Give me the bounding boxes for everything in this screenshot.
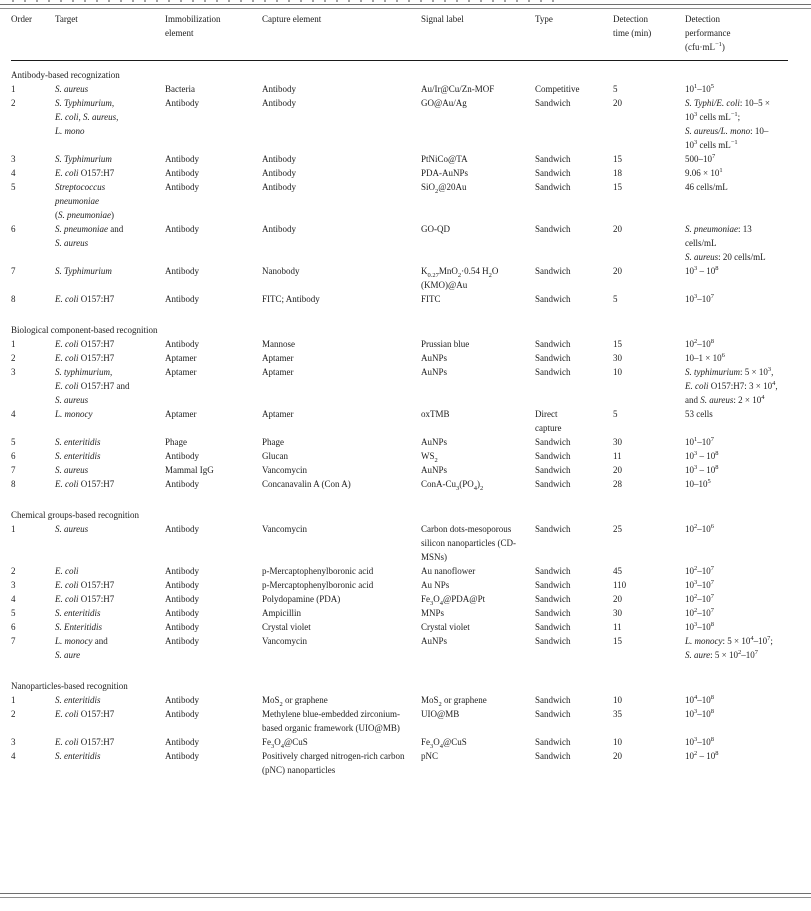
table-row xyxy=(11,166,788,180)
cell-detection-performance: 53 cells xyxy=(685,409,713,419)
table-row xyxy=(11,152,788,166)
cell-immobilization-element: Antibody xyxy=(165,566,200,576)
cell-detection-performance: $10^3 - 10^8$ xyxy=(685,464,719,475)
cell-signal-label: MoS$_2$ or graphene xyxy=(421,695,487,708)
cell-capture-element: Vancomycin xyxy=(262,636,307,646)
cell-capture-element: Antibody xyxy=(262,154,297,164)
table-row xyxy=(11,449,788,463)
cell-capture-element: Aptamer xyxy=(262,367,294,377)
cell-detection-performance: $10^4-10^8$ xyxy=(685,694,714,705)
cell-signal-label: oxTMB xyxy=(421,409,450,419)
cell-capture-element: Antibody xyxy=(262,98,297,108)
cell-target: E. coli O157:H7 xyxy=(55,168,115,178)
cell-target: E. coli O157:H7 xyxy=(55,353,115,363)
cell-type: Sandwich xyxy=(535,709,571,719)
cell-target: E. coli O157:H7 xyxy=(55,479,115,489)
cell-target: S. aureus xyxy=(55,524,89,534)
column-header-target: Target xyxy=(55,9,165,61)
cell-signal-label: PDA-AuNPs xyxy=(421,168,469,178)
cell-capture-element: Glucan xyxy=(262,451,288,461)
cell-capture-element: Antibody xyxy=(262,182,297,192)
table-row xyxy=(11,707,788,735)
cell-order: 3 xyxy=(11,580,16,590)
cell-immobilization-element: Antibody xyxy=(165,168,200,178)
cell-detection-time: 10 xyxy=(613,737,622,747)
cell-capture-element: Antibody xyxy=(262,168,297,178)
cell-target: L. monocy and S. aure xyxy=(55,636,108,660)
cell-order: 2 xyxy=(11,353,16,363)
table-row xyxy=(11,620,788,634)
cell-target: S. enteritidis xyxy=(55,451,101,461)
cell-signal-label: AuNPs xyxy=(421,353,448,363)
cell-signal-label: AuNPs xyxy=(421,465,448,475)
cell-signal-label: $Fe_3O_4@CuS$ xyxy=(421,737,467,750)
bacteria-detection-table xyxy=(11,9,788,777)
cell-target: L. monocy xyxy=(55,409,93,419)
cell-detection-performance: S. pneumoniae: 13 cells/mL S. aureus: 20 cells/mL xyxy=(685,224,766,262)
column-header-detection-performance: Detection performance $(cfu\cdot mL^{-1})$ xyxy=(685,9,788,61)
column-header-type: Type xyxy=(535,9,613,61)
cell-target: S. Typhimurium xyxy=(55,154,112,164)
cell-immobilization-element: Antibody xyxy=(165,98,200,108)
cell-detection-performance: $9.06 \times 10^1$ xyxy=(685,167,723,178)
table-row xyxy=(11,264,788,292)
cell-signal-label: Au/Ir@Cu/Zn-MOF xyxy=(421,84,495,94)
cell-signal-label: GO@Au/Ag xyxy=(421,98,467,108)
cell-type: Sandwich xyxy=(535,622,571,632)
cell-order: 3 xyxy=(11,367,16,377)
cell-immobilization-element: Antibody xyxy=(165,339,200,349)
cell-target: Streptococcus pneumoniae (S. pneumoniae) xyxy=(55,182,114,220)
section-title-nanoparticles-based: Nanoparticles-based recognition xyxy=(11,681,128,691)
section-title-chemical-groups-based: Chemical groups-based recognition xyxy=(11,510,139,520)
cell-type: Sandwich xyxy=(535,695,571,705)
cell-detection-time: 5 xyxy=(613,84,618,94)
cell-detection-time: 15 xyxy=(613,182,622,192)
cell-detection-performance: $10^2-10^7$ xyxy=(685,607,714,618)
cell-capture-element: Nanobody xyxy=(262,266,300,276)
cell-capture-element: MoS$_2$ or graphene xyxy=(262,695,328,708)
cell-immobilization-element: Antibody xyxy=(165,636,200,646)
cell-target: S. aureus xyxy=(55,465,89,475)
cell-detection-time: 20 xyxy=(613,465,622,475)
cell-immobilization-element: Antibody xyxy=(165,451,200,461)
cell-target: E. coli O157:H7 xyxy=(55,294,115,304)
cell-capture-element: Phage xyxy=(262,437,284,447)
cell-capture-element: p-Mercaptophenylboronic acid xyxy=(262,566,374,576)
cell-order: 3 xyxy=(11,154,16,164)
cell-detection-time: 18 xyxy=(613,168,622,178)
cell-type: Sandwich xyxy=(535,451,571,461)
cell-capture-element: Vancomycin xyxy=(262,524,307,534)
cell-capture-element: FITC; Antibody xyxy=(262,294,320,304)
cell-immobilization-element: Antibody xyxy=(165,294,200,304)
cell-order: 1 xyxy=(11,695,16,705)
cell-immobilization-element: Antibody xyxy=(165,154,200,164)
cropped-caption-fragment xyxy=(12,0,560,2)
cell-immobilization-element: Aptamer xyxy=(165,353,197,363)
cell-immobilization-element: Phage xyxy=(165,437,187,447)
cell-order: 1 xyxy=(11,84,16,94)
cell-detection-time: 15 xyxy=(613,339,622,349)
cell-signal-label: UIO@MB xyxy=(421,709,460,719)
table-row xyxy=(11,96,788,152)
cell-target: S. enteritidis xyxy=(55,437,101,447)
cell-detection-performance: $10^2-10^8$ xyxy=(685,338,714,349)
cell-detection-performance: $10-10^5$ xyxy=(685,478,711,489)
cell-signal-label: Prussian blue xyxy=(421,339,470,349)
cell-detection-time: 20 xyxy=(613,224,622,234)
cell-detection-time: 20 xyxy=(613,594,622,604)
cell-order: 2 xyxy=(11,566,16,576)
cell-detection-performance: S. Typhi/E. coli: $10-5 \times 10^3$ cells $mL^{-1}$; S. aureus/L. mono: $10-10^3$ cells $mL^{-1}$ xyxy=(685,98,770,150)
cell-detection-performance: $10^3-10^8$ xyxy=(685,708,714,719)
cell-immobilization-element: Antibody xyxy=(165,266,200,276)
cell-order: 6 xyxy=(11,224,16,234)
cell-immobilization-element: Antibody xyxy=(165,695,200,705)
cell-detection-performance: $500-10^7$ xyxy=(685,153,716,164)
cell-detection-time: 35 xyxy=(613,709,622,719)
cell-detection-performance: $10^3-10^7$ xyxy=(685,579,714,590)
cell-detection-time: 25 xyxy=(613,524,622,534)
cell-signal-label: Au nanoflower xyxy=(421,566,476,576)
cell-order: 3 xyxy=(11,737,16,747)
cell-detection-performance: $10^1-10^5$ xyxy=(685,83,714,94)
table-row xyxy=(11,180,788,222)
cell-target: S. enteritidis xyxy=(55,608,101,618)
cell-detection-performance: $10^3-10^8$ xyxy=(685,736,714,747)
cell-type: Sandwich xyxy=(535,437,571,447)
table-row xyxy=(11,435,788,449)
cell-type: Sandwich xyxy=(535,168,571,178)
cell-order: 7 xyxy=(11,266,16,276)
cell-immobilization-element: Antibody xyxy=(165,622,200,632)
cell-immobilization-element: Aptamer xyxy=(165,409,197,419)
cell-type: Sandwich xyxy=(535,566,571,576)
section-row-nanoparticles-based xyxy=(11,662,788,693)
cell-detection-time: 28 xyxy=(613,479,622,489)
cell-order: 4 xyxy=(11,594,16,604)
cell-immobilization-element: Antibody xyxy=(165,182,200,192)
cell-immobilization-element: Bacteria xyxy=(165,84,195,94)
cell-detection-performance: $10^3 - 10^8$ xyxy=(685,450,719,461)
cell-capture-element: Antibody xyxy=(262,84,297,94)
cell-detection-performance: $10^3-10^8$ xyxy=(685,621,714,632)
cell-capture-element: $Fe_3O_4@CuS$ xyxy=(262,737,308,750)
cell-order: 8 xyxy=(11,479,16,489)
cell-detection-performance: $10^2-10^6$ xyxy=(685,523,714,534)
cell-detection-performance: 46 cells/mL xyxy=(685,182,728,192)
cell-detection-time: 30 xyxy=(613,437,622,447)
cell-signal-label: PtNiCo@TA xyxy=(421,154,468,164)
cell-detection-performance: S. typhimurium: $5 \times 10^3$, E. coli O157:H7: $3 \times 10^4$, and S. aureus: $2 \times 10^4$ xyxy=(685,366,778,405)
table-bottom-rule xyxy=(0,893,811,898)
cell-order: 6 xyxy=(11,622,16,632)
table-row xyxy=(11,592,788,606)
cell-immobilization-element: Mammal IgG xyxy=(165,465,214,475)
cell-capture-element: Aptamer xyxy=(262,409,294,419)
table-row xyxy=(11,735,788,749)
table-body xyxy=(11,61,788,778)
cell-type: Sandwich xyxy=(535,479,571,489)
cell-detection-time: 11 xyxy=(613,451,622,461)
cell-signal-label: AuNPs xyxy=(421,437,448,447)
header-row xyxy=(11,9,788,61)
cell-detection-time: 5 xyxy=(613,294,618,304)
cell-detection-time: 30 xyxy=(613,353,622,363)
cell-signal-label: Au NPs xyxy=(421,580,450,590)
table-row xyxy=(11,337,788,351)
cell-signal-label: $Fe_3O_4@PDA@Pt$ xyxy=(421,594,486,607)
cell-detection-time: 20 xyxy=(613,98,622,108)
column-header-signal-label: Signal label xyxy=(421,9,535,61)
cell-signal-label: Carbon dots-mesoporous silicon nanoparticles (CD-MSNs) xyxy=(421,524,516,562)
cell-target: S. Typhimurium xyxy=(55,266,112,276)
table-row xyxy=(11,749,788,777)
cell-immobilization-element: Antibody xyxy=(165,608,200,618)
cell-detection-performance: $10-1 \times 10^6$ xyxy=(685,352,725,363)
table-row xyxy=(11,365,788,407)
cell-immobilization-element: Antibody xyxy=(165,709,200,719)
cell-detection-performance: $10^2-10^7$ xyxy=(685,593,714,604)
cell-detection-time: 20 xyxy=(613,751,622,761)
cell-type: Sandwich xyxy=(535,524,571,534)
cell-target: S. enteritidis xyxy=(55,695,101,705)
table-row xyxy=(11,463,788,477)
cell-signal-label: GO-QD xyxy=(421,224,450,234)
cell-type: Sandwich xyxy=(535,465,571,475)
cell-type: Sandwich xyxy=(535,294,571,304)
cell-target: S. typhimurium, E. coli O157:H7 and S. aureus xyxy=(55,367,130,405)
cell-immobilization-element: Antibody xyxy=(165,479,200,489)
table-row xyxy=(11,578,788,592)
cell-detection-time: 10 xyxy=(613,367,622,377)
cell-detection-time: 45 xyxy=(613,566,622,576)
cell-detection-performance: $10^3 - 10^8$ xyxy=(685,265,719,276)
section-row-biological-component-based xyxy=(11,306,788,337)
cell-target: S. enteritidis xyxy=(55,751,101,761)
cell-capture-element: p-Mercaptophenylboronic acid xyxy=(262,580,374,590)
cell-order: 7 xyxy=(11,465,16,475)
cell-capture-element: Ampicillin xyxy=(262,608,301,618)
cell-capture-element: Aptamer xyxy=(262,353,294,363)
cell-signal-label: $K_{0.27}MnO_2\cdot 0.54$ $H_2O$ (KMO)@Au xyxy=(421,266,499,290)
cell-signal-label: ConA-$Cu_3(PO_4)_2$ xyxy=(421,479,484,492)
table-header xyxy=(11,9,788,61)
cell-type: Sandwich xyxy=(535,751,571,761)
table-row xyxy=(11,82,788,96)
cell-type: Sandwich xyxy=(535,98,571,108)
cell-target: E. coli O157:H7 xyxy=(55,594,115,604)
section-title-antibody-based: Antibody-based recognization xyxy=(11,70,120,80)
cell-capture-element: Vancomycin xyxy=(262,465,307,475)
table-row xyxy=(11,292,788,306)
cell-detection-time: 110 xyxy=(613,580,627,590)
cell-type: Sandwich xyxy=(535,636,571,646)
cell-immobilization-element: Antibody xyxy=(165,524,200,534)
cell-signal-label: SiO$_2$@20Au xyxy=(421,182,467,195)
cell-detection-time: 30 xyxy=(613,608,622,618)
cell-signal-label: MNPs xyxy=(421,608,445,618)
cell-target: E. coli O157:H7 xyxy=(55,339,115,349)
cell-detection-performance: $10^2 - 10^8$ xyxy=(685,750,719,761)
cell-signal-label: FITC xyxy=(421,294,441,304)
cell-detection-time: 5 xyxy=(613,409,618,419)
table-row xyxy=(11,351,788,365)
table-row xyxy=(11,693,788,707)
cell-detection-performance: $10^1-10^7$ xyxy=(685,436,714,447)
cell-target: S. pneumoniae and S. aureus xyxy=(55,224,124,248)
cell-capture-element: Polydopamine (PDA) xyxy=(262,594,341,604)
cell-target: S. aureus xyxy=(55,84,89,94)
cell-target: S. Enteritidis xyxy=(55,622,102,632)
cell-order: 1 xyxy=(11,339,16,349)
cell-type: Direct capture xyxy=(535,409,562,433)
cell-type: Sandwich xyxy=(535,367,571,377)
cell-target: E. coli O157:H7 xyxy=(55,580,115,590)
column-header-order: Order xyxy=(11,9,55,61)
cell-order: 7 xyxy=(11,636,16,646)
cell-detection-time: 15 xyxy=(613,154,622,164)
cell-type: Sandwich xyxy=(535,737,571,747)
table-row xyxy=(11,522,788,564)
cell-capture-element: Antibody xyxy=(262,224,297,234)
cell-target: E. coli xyxy=(55,566,79,576)
cell-type: Sandwich xyxy=(535,353,571,363)
section-title-biological-component-based: Biological component-based recognition xyxy=(11,325,158,335)
cell-immobilization-element: Antibody xyxy=(165,580,200,590)
table-row xyxy=(11,222,788,264)
cell-detection-performance: $10^2-10^7$ xyxy=(685,565,714,576)
cell-target: E. coli O157:H7 xyxy=(55,709,115,719)
cell-type: Sandwich xyxy=(535,608,571,618)
cell-immobilization-element: Antibody xyxy=(165,224,200,234)
cell-order: 1 xyxy=(11,524,16,534)
cell-type: Sandwich xyxy=(535,594,571,604)
section-row-antibody-based xyxy=(11,61,788,83)
column-header-immobilization-element: Immobilization element xyxy=(165,9,262,61)
table-row xyxy=(11,606,788,620)
cell-capture-element: Concanavalin A (Con A) xyxy=(262,479,351,489)
cell-signal-label: $WS_2$ xyxy=(421,451,438,464)
cell-detection-time: 15 xyxy=(613,636,622,646)
cell-immobilization-element: Antibody xyxy=(165,751,200,761)
cell-order: 8 xyxy=(11,294,16,304)
cell-detection-performance: L. monocy: $5 \times 10^4-10^7$; S. aure: $5 \times 10^2-10^7$ xyxy=(685,635,773,660)
cell-order: 4 xyxy=(11,168,16,178)
section-row-chemical-groups-based xyxy=(11,491,788,522)
cell-capture-element: Methylene blue-embedded zirconium-based organic framework (UIO@MB) xyxy=(262,709,400,733)
table-row xyxy=(11,407,788,435)
cell-type: Sandwich xyxy=(535,339,571,349)
cell-order: 6 xyxy=(11,451,16,461)
cell-capture-element: Mannose xyxy=(262,339,295,349)
cell-type: Sandwich xyxy=(535,154,571,164)
cell-order: 5 xyxy=(11,608,16,618)
cell-order: 5 xyxy=(11,437,16,447)
table-row xyxy=(11,564,788,578)
cell-detection-time: 20 xyxy=(613,266,622,276)
cell-capture-element: Positively charged nitrogen-rich carbon (pNC) nanoparticles xyxy=(262,751,405,775)
cell-order: 2 xyxy=(11,709,16,719)
cell-target: S. Typhimurium, E. coli, S. aureus, L. mono xyxy=(55,98,119,136)
cell-detection-performance: $10^3-10^7$ xyxy=(685,293,714,304)
cell-target: E. coli O157:H7 xyxy=(55,737,115,747)
cell-immobilization-element: Antibody xyxy=(165,594,200,604)
column-header-detection-time: Detection time (min) xyxy=(613,9,685,61)
cell-capture-element: Crystal violet xyxy=(262,622,311,632)
cell-type: Competitive xyxy=(535,84,580,94)
cell-detection-time: 10 xyxy=(613,695,622,705)
cell-order: 4 xyxy=(11,409,16,419)
cell-detection-time: 11 xyxy=(613,622,622,632)
cell-order: 2 xyxy=(11,98,16,108)
cell-order: 4 xyxy=(11,751,16,761)
column-header-capture-element: Capture element xyxy=(262,9,421,61)
cell-immobilization-element: Antibody xyxy=(165,737,200,747)
cell-order: 5 xyxy=(11,182,16,192)
table-row xyxy=(11,634,788,662)
cell-type: Sandwich xyxy=(535,182,571,192)
cell-type: Sandwich xyxy=(535,266,571,276)
cell-signal-label: Crystal violet xyxy=(421,622,470,632)
cell-signal-label: AuNPs xyxy=(421,636,448,646)
table-row xyxy=(11,477,788,491)
cell-type: Sandwich xyxy=(535,224,571,234)
cell-type: Sandwich xyxy=(535,580,571,590)
cell-immobilization-element: Aptamer xyxy=(165,367,197,377)
cell-signal-label: pNC xyxy=(421,751,439,761)
cell-signal-label: AuNPs xyxy=(421,367,448,377)
